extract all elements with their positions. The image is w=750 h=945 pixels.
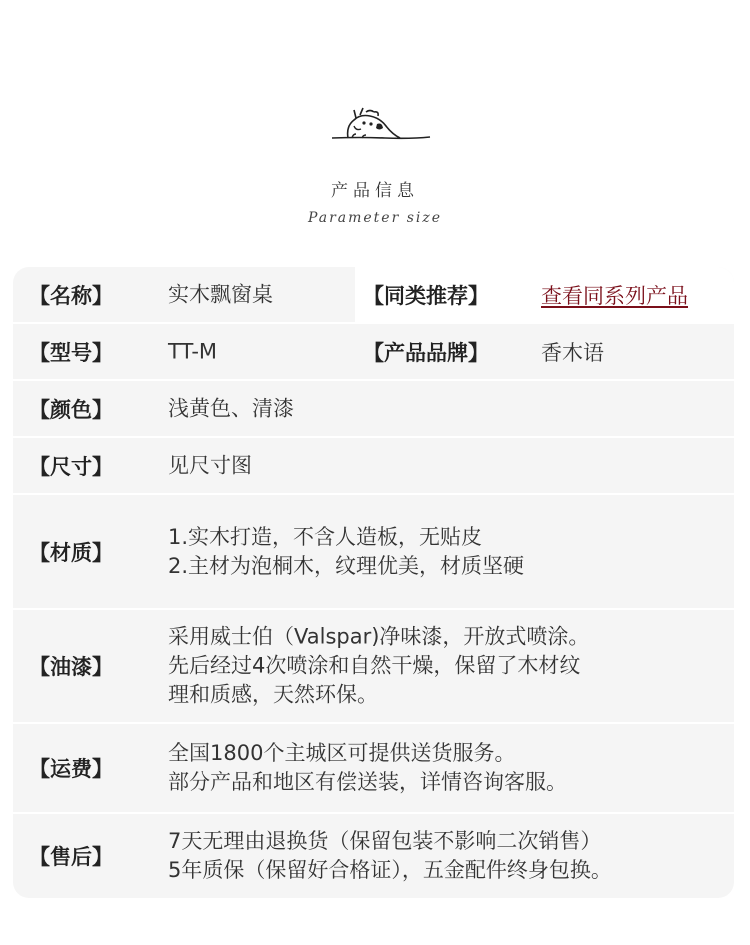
table-row	[13, 267, 734, 322]
table-row	[13, 722, 734, 812]
row-label: 【售后】	[29, 845, 113, 869]
value-line: 采用威士伯（Valspar)净味漆，开放式喷涂。	[168, 624, 590, 649]
value-line: 部分产品和地区有偿送装，详情咨询客服。	[168, 770, 567, 794]
cow-lying-icon	[330, 104, 432, 146]
section-header	[0, 0, 750, 265]
value-line: 5年质保（保留好合格证），五金配件终身包换。	[168, 858, 612, 882]
row-value	[168, 739, 567, 797]
row-value: 实木飘窗桌	[168, 282, 273, 306]
row-value: 浅黄色、清漆	[168, 396, 294, 420]
row-label: 【型号】	[29, 340, 113, 365]
table-row	[13, 493, 734, 608]
value-line: 先后经过4次喷涂和自然干燥，保留了木材纹	[168, 653, 581, 678]
row-label: 【同类推荐】	[363, 283, 489, 308]
row-value: TT-M	[168, 339, 218, 363]
table-row	[13, 379, 734, 436]
row-label: 【产品品牌】	[363, 340, 489, 365]
row-label: 【油漆】	[29, 655, 113, 679]
value-line: 7天无理由退换货（保留包装不影响二次销售）	[168, 829, 602, 853]
row-value	[168, 623, 589, 710]
table-row	[13, 812, 734, 898]
row-label: 【运费】	[29, 757, 113, 781]
row-value: 见尺寸图	[168, 453, 252, 477]
section-subtitle: Parameter size	[307, 210, 443, 226]
value-line: 2.主材为泡桐木，纹理优美，材质坚硬	[168, 553, 525, 578]
section-title: 产品信息	[331, 181, 419, 201]
table-row	[13, 608, 734, 722]
series-link[interactable]: 查看同系列产品	[541, 283, 688, 308]
parameter-table	[13, 267, 734, 898]
value-line: 全国1800个主城区可提供送货服务。	[168, 741, 516, 765]
row-value	[168, 523, 524, 581]
row-label: 【材质】	[29, 540, 113, 565]
table-row	[13, 322, 734, 379]
value-line: 理和质感，天然环保。	[168, 682, 378, 707]
row-label: 【颜色】	[29, 397, 113, 422]
row-label: 【名称】	[29, 283, 113, 308]
value-line: 1.实木打造，不含人造板，无贴皮	[168, 524, 483, 549]
row-value: 香木语	[541, 340, 604, 365]
row-label: 【尺寸】	[29, 454, 113, 479]
table-row	[13, 436, 734, 493]
row-value	[168, 827, 612, 885]
